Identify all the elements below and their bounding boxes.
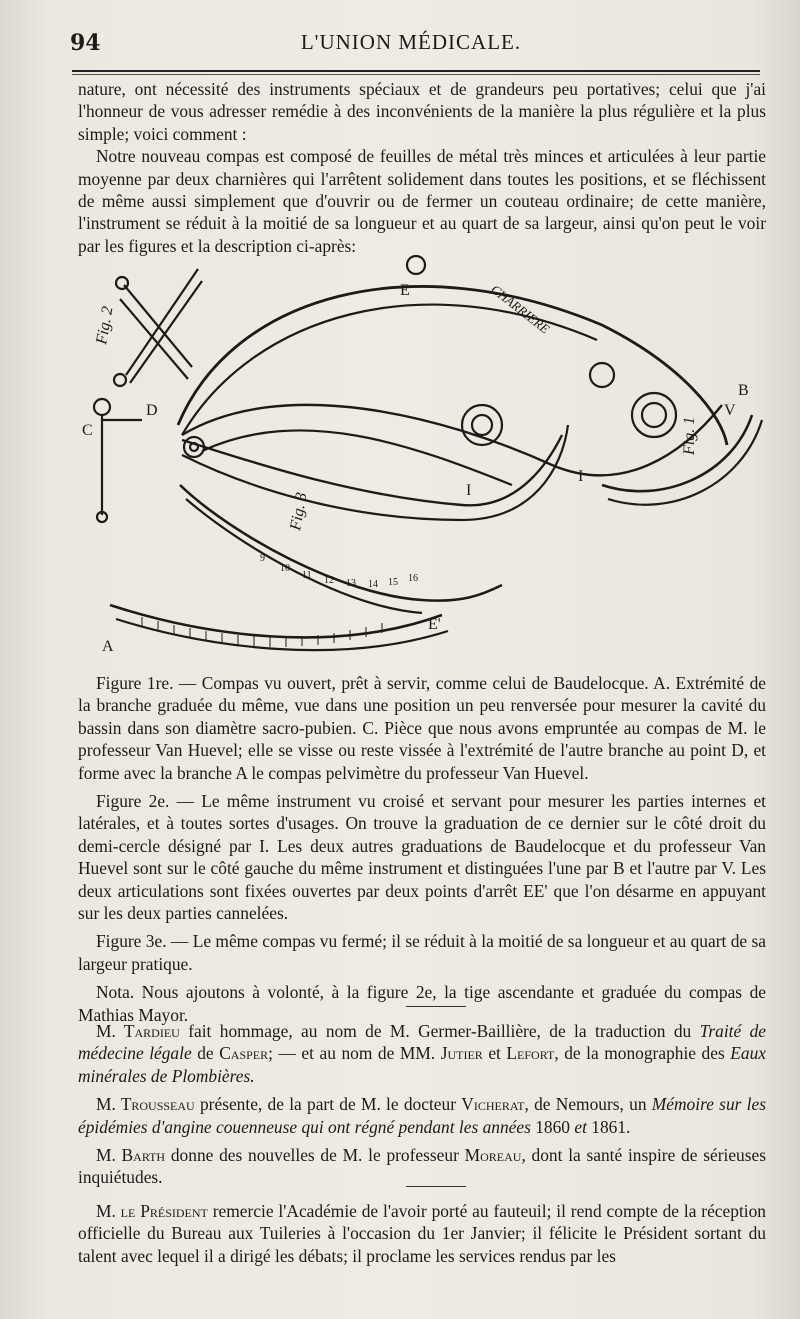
figure-captions — [78, 672, 766, 1026]
text-run: 1861. — [586, 1116, 631, 1137]
fig1-label: Fig. 1 — [681, 416, 698, 455]
author-name: Casper — [219, 1043, 269, 1064]
speaker-name: M. Trousseau — [96, 1094, 195, 1115]
speaker-name: M. le Président — [96, 1201, 208, 1221]
intro-paragraph-1: nature, ont nécessité des instruments spéciaux et de grandeurs peu portatives; celui que j'ai l'honneur de vous adresser remédie à des inconvénients de la manière la plus régulière et la plus simple; voici comment : — [78, 79, 766, 144]
caption-figure-2: Figure 2e. — Le même instrument vu croisé et servant pour mesurer les parties internes et latérales, et à toutes sortes d'usages. On trouve la graduation de ce dernier sur le côté droit du demi-cercle désigné par I. Les deux autres graduations de Baudelocque et du professeur Van Huevel sont sur le côté gauche du même instrument et distinguées l'une par B et l'autre par V. Les deux articulations sont fixées ouvertes par deux points d'arrêt EE' que l'on désarme en appuyant sur les deux parties cannelées. — [78, 791, 766, 924]
paragraph-trousseau — [78, 1093, 766, 1138]
intro-paragraph-2: Notre nouveau compas est composé de feuilles de métal très minces et articulées à leur partie moyenne par deux charnières qui l'arrêtent solidement dans toutes les positions, et se fléchissent de même aussi simplement que d'ouvrir ou de fermer un couteau ordinaire; de cette manière, l'instrument se réduit à la moitié de sa longueur et au quart de sa largeur, ainsi qu'on peut le voir par les figures et la description ci-après: — [78, 146, 766, 256]
text-run: ; — et au nom de MM. — [268, 1043, 441, 1064]
label-v: V — [724, 402, 736, 419]
label-e-prime: E' — [428, 616, 441, 633]
author-name: Lefort — [506, 1043, 555, 1064]
speaker-name: M. Tardieu — [96, 1021, 180, 1041]
session-notes — [78, 1020, 766, 1195]
label-a: A — [102, 638, 114, 655]
president-note — [78, 1200, 766, 1267]
text-run: remercie l'Académie de l'avoir porté au fauteuil; il rend compte de la réception officielle du Bureau aux Tuileries à l'occasion du 1er Janvier; il félicite le Président sortant du talent avec lequel il a dirigé les débats; il proclame les services rendus par les — [78, 1201, 766, 1266]
book-title: Eaux minérales de Plombières. — [78, 1043, 766, 1086]
page-header — [70, 30, 752, 60]
compass-figure — [82, 255, 772, 675]
text-run: et — [482, 1043, 507, 1064]
speaker-name: M. Barth — [96, 1145, 166, 1166]
intro-text — [78, 78, 766, 257]
label-b: B — [738, 382, 749, 399]
paragraph-president — [78, 1200, 766, 1267]
label-d: D — [146, 402, 158, 419]
scale-number: 10 — [280, 563, 290, 574]
fig2-drawing — [114, 269, 202, 386]
maker-mark: CHARRIERE — [488, 281, 553, 337]
scale-number: 16 — [408, 573, 418, 584]
page-number: 94 — [70, 30, 101, 56]
label-c: C — [82, 422, 93, 439]
running-head: L'UNION MÉDICALE. — [300, 30, 522, 54]
section-separator — [406, 1006, 466, 1007]
author-name: Vicherat — [461, 1094, 525, 1115]
scale-number: 9 — [260, 553, 265, 564]
compass-illustration — [82, 255, 772, 675]
label-e: E — [400, 282, 410, 299]
text-run: et — [574, 1116, 587, 1137]
scale-number: 13 — [346, 578, 356, 589]
fig2-label: Fig. 2 — [93, 305, 117, 346]
label-i-2: I — [578, 468, 584, 485]
scale-number: 11 — [302, 570, 312, 581]
text-run: présente, de la part de M. le docteur — [194, 1094, 462, 1115]
graduated-arm-a — [110, 605, 448, 650]
text-run: fait hommage, au nom de M. Germer-Baillière, de la traduction du — [179, 1021, 700, 1041]
author-name: Jutier — [440, 1043, 483, 1064]
text-run: de — [191, 1043, 220, 1064]
text-run: donne des nouvelles de M. le professeur — [165, 1145, 465, 1166]
caption-figure-1: Figure 1re. — Compas vu ouvert, prêt à servir, comme celui de Baudelocque. A. Extrémité de la branche graduée du même, vue dans une position un peu renversée pour mesurer la cavité du bassin dans son diamètre sacro-pubien. C. Pièce que nous avons empruntée au compas de M. le professeur Van Huevel; elle se visse ou reste vissée à l'extrémité de l'autre branche au point D, et forme avec la branche A le compas pelvimètre du professeur Van Huevel. — [78, 673, 766, 783]
header-rule — [72, 70, 760, 72]
scale-number: 15 — [388, 577, 398, 588]
paragraph-tardieu — [78, 1020, 766, 1087]
book-title: Traité de médecine légale — [78, 1021, 766, 1064]
fig3-label: Fig. 3 — [287, 491, 311, 532]
header-rule-thin — [72, 74, 760, 75]
scale-number: 12 — [324, 575, 334, 586]
section-separator — [406, 1186, 466, 1187]
text-run: , de Nemours, un — [524, 1094, 652, 1115]
scale-ticks — [142, 617, 382, 647]
author-name: Moreau — [464, 1145, 522, 1166]
text-run: 1860 — [530, 1116, 575, 1137]
memoir-title: Mémoire sur les épidémies d'angine couenneuse qui ont régné pendant les années — [78, 1094, 766, 1137]
fig1-drawing — [178, 256, 762, 505]
pin-c — [94, 399, 142, 522]
label-i-1: I — [466, 482, 472, 499]
caption-figure-3: Figure 3e. — Le même compas vu fermé; il se réduit à la moitié de sa longueur et au quart de sa largeur pratique. — [78, 931, 766, 974]
paragraph-barth — [78, 1144, 766, 1189]
text-run: , de la monographie des — [554, 1043, 731, 1064]
text-run: , dont la santé inspire de sérieuses inquiétudes. — [78, 1145, 766, 1188]
scale-number: 14 — [368, 579, 378, 590]
nota: Nota. Nous ajoutons à volonté, à la figure 2e, la tige ascendante et graduée du compas de Mathias Mayor. — [78, 982, 766, 1025]
